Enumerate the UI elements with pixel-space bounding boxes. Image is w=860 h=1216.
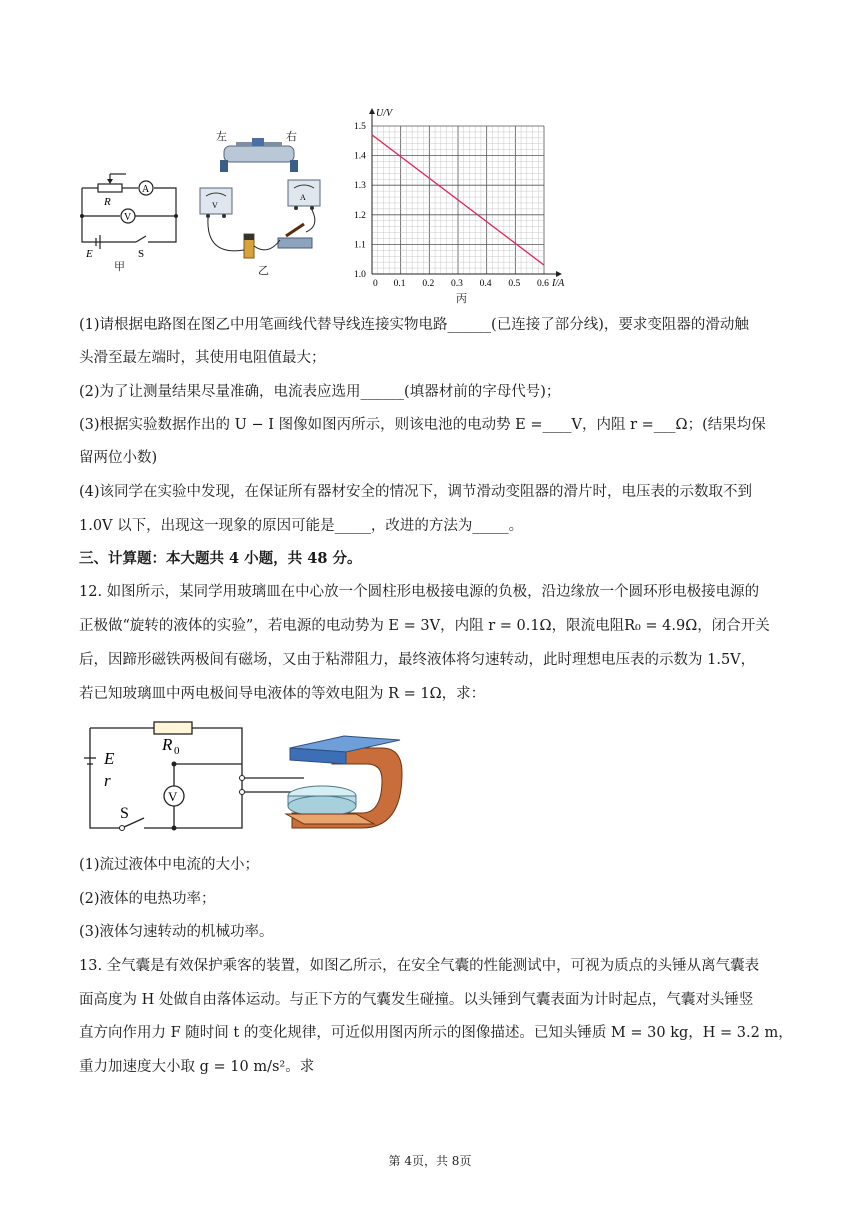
q12-sub-2: (2)液体的电热功率；	[79, 891, 216, 907]
q13-line-4: 重力加速度大小取 g = 10 m/s²。求	[79, 1059, 315, 1075]
section-title: 三、计算题：本大题共 4 小题，共 48 分。	[79, 550, 362, 567]
q11-line-1: (1)请根据电路图在图乙中用笔画线代替导线连接实物电路______(已连接了部分线)，要求变阻器的滑动触	[79, 317, 749, 333]
x-tick-label: 0.5	[508, 279, 521, 289]
left-label: 左	[216, 130, 227, 143]
q12-emf-label: E	[104, 749, 115, 768]
emf-label: E	[86, 248, 93, 260]
q11-line-3: (2)为了让测量结果尽量准确，电流表应选用______(填器材前的字母代号)；	[79, 384, 561, 400]
q11-line-4: (3)根据实验数据作出的 U − I 图像如图丙所示，则该电池的电动势 E =____V，内阻 r =___Ω；(结果均保	[79, 417, 766, 433]
q12-line-1: 12. 如图所示，某同学用玻璃皿在中心放一个圆柱形电极接电源的负极，沿边缘放一个圆环形电极接电源的	[79, 584, 760, 600]
page-footer: 第 4页，共 8页	[388, 1154, 472, 1168]
y-tick-label: 1.1	[354, 240, 366, 251]
x-tick-label: 0.4	[479, 279, 492, 289]
q13-line-1: 13. 全气囊是有效保护乘客的装置，如图乙所示，在安全气囊的性能测试中，可视为质点的头锤从离气囊表	[79, 958, 760, 974]
figure-q12	[82, 718, 422, 836]
q12-r0-subscript: 0	[174, 745, 180, 757]
y-tick-label: 1.2	[354, 210, 366, 221]
q12-internal-resistance-label: r	[104, 771, 111, 790]
x-axis-label: I/A	[552, 278, 565, 289]
q12-switch-label: S	[120, 805, 129, 822]
x-tick-label: 0.6	[537, 279, 549, 289]
figure-jia	[76, 160, 186, 280]
y-tick-label: 1.5	[354, 122, 366, 132]
q12-voltmeter-label: V	[168, 789, 178, 804]
y-tick-label: 1.4	[354, 151, 366, 162]
q13-line-2: 面高度为 H 处做自由落体运动。与正下方的气囊发生碰撞。以头锤到气囊表面为计时起点，气囊对头锤竖	[79, 992, 754, 1008]
figure-bing	[350, 104, 580, 304]
q13-line-3: 直方向作用力 F 随时间 t 的变化规律，可近似用图丙所示的图像描述。已知头锤质 M = 30 kg，H = 3.2 m，	[79, 1025, 793, 1041]
q11-line-6: (4)该同学在实验中发现，在保证所有器材安全的情况下，调节滑动变阻器的滑片时，电压表的示数取不到	[79, 484, 753, 500]
q11-line-2: 头滑至最左端时，其使用电阻值最大；	[79, 350, 326, 366]
q12-line-3: 后，因蹄形磁铁两极间有磁场，又由于粘滞阻力，最终液体将匀速转动，此时理想电压表的示数为 1.5V，	[79, 652, 756, 668]
y-axis-label: U/V	[376, 108, 393, 119]
rotating-liquid-circuit	[82, 718, 422, 836]
q11-line-7: 1.0V 以下，出现这一现象的原因可能是_____，改进的方法为_____。	[79, 518, 524, 534]
x-tick-label: 0.3	[451, 279, 463, 289]
figure-yi-caption: 乙	[258, 264, 269, 277]
q12-r0-label: R	[162, 735, 173, 754]
q12-line-2: 正极做“旋转的液体的实验”，若电源的电动势为 E = 3V，内阻 r = 0.1Ω，限流电阻R₀ = 4.9Ω，闭合开关	[79, 618, 770, 634]
figure-bing-caption: 丙	[456, 292, 467, 305]
u-i-chart	[350, 104, 580, 290]
apparatus-ammeter-label: A	[300, 193, 306, 202]
voltmeter-label: V	[124, 212, 132, 223]
figure-jia-caption: 甲	[114, 260, 125, 273]
figure-yi	[196, 126, 336, 286]
q11-line-5: 留两位小数)	[79, 450, 158, 466]
y-tick-label: 1.0	[354, 270, 366, 280]
x-axis-arrow	[556, 271, 562, 277]
q12-line-4: 若已知玻璃皿中两电极间导电液体的等效电阻为 R = 1Ω，求：	[79, 686, 486, 702]
x-tick-label: 0.2	[422, 279, 435, 289]
right-label: 右	[286, 130, 297, 143]
origin-label: 0	[373, 279, 378, 289]
resistor-label: R	[104, 196, 111, 208]
x-tick-label: 0.1	[393, 279, 406, 289]
y-tick-label: 1.3	[354, 181, 366, 192]
ammeter-label: A	[142, 184, 150, 195]
q12-sub-3: (3)液体匀速转动的机械功率。	[79, 924, 274, 940]
circuit-jia	[76, 160, 186, 270]
q12-sub-1: (1)流过液体中电流的大小；	[79, 857, 260, 873]
switch-label: S	[138, 248, 145, 260]
y-axis-arrow	[369, 108, 375, 114]
apparatus-voltmeter-label: V	[212, 201, 218, 210]
